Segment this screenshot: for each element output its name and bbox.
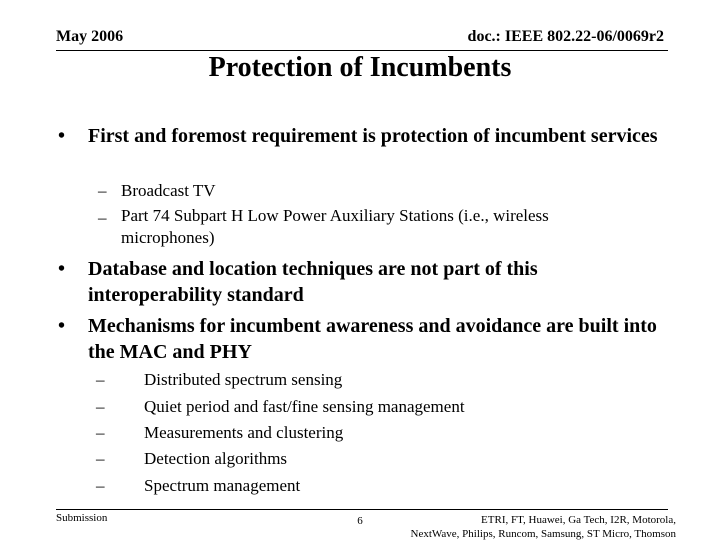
header-date: May 2006 (56, 28, 124, 45)
bullet-3-sub-1 (96, 367, 656, 393)
footer-divider (56, 509, 668, 510)
bullet-3-sub-5-text: Spectrum management (144, 476, 301, 495)
bullet-1-sub-2 (98, 205, 638, 249)
bullet-3-sub-2-text: Quiet period and fast/fine sensing management (144, 397, 465, 416)
bullet-3-sub-3-text: Measurements and clustering (144, 423, 344, 442)
dash-marker: – (98, 181, 107, 200)
bullet-3-sub-4 (96, 446, 656, 472)
footer-companies (411, 513, 676, 541)
footer-submission: Submission (56, 512, 108, 524)
dash-marker: – (96, 370, 105, 389)
dash-marker: – (96, 476, 105, 495)
dash-marker: – (98, 208, 107, 227)
bullet-marker: • (58, 258, 66, 280)
bullet-1-sub-2-text: Part 74 Subpart H Low Power Auxiliary Stations (i.e., wireless microphones) (121, 206, 549, 247)
dash-marker: – (96, 397, 105, 416)
bullet-2-text: Database and location techniques are not part of this interoperability standard (88, 258, 538, 306)
bullet-2 (58, 256, 658, 308)
bullet-3-sub-3 (96, 420, 656, 446)
header-divider (56, 50, 668, 51)
footer-companies-line-1: ETRI, FT, Huawei, Ga Tech, I2R, Motorola, (481, 514, 676, 526)
slide-title: Protection of Incumbents (208, 52, 512, 83)
bullet-3-sub-1-text: Distributed spectrum sensing (144, 370, 343, 389)
bullet-3-sub-2 (96, 394, 656, 420)
bullet-3-sub-5 (96, 473, 656, 499)
bullet-3-sub-4-text: Detection algorithms (144, 449, 288, 468)
bullet-3 (58, 313, 658, 365)
bullet-marker: • (58, 125, 66, 147)
dash-marker: – (96, 423, 105, 442)
footer-page-number: 6 (357, 515, 363, 527)
header-doc-id: doc.: IEEE 802.22-06/0069r2 (467, 28, 664, 45)
bullet-1-sub-1 (98, 178, 638, 204)
bullet-1-sub-1-text: Broadcast TV (121, 181, 216, 200)
footer-companies-line-2: NextWave, Philips, Runcom, Samsung, ST Micro, Thomson (410, 528, 676, 540)
bullet-3-text: Mechanisms for incumbent awareness and avoidance are built into the MAC and PHY (88, 315, 657, 363)
bullet-1 (58, 123, 658, 149)
dash-marker: – (96, 449, 105, 468)
bullet-1-text: First and foremost requirement is protection of incumbent services (88, 125, 658, 147)
bullet-marker: • (58, 315, 66, 337)
